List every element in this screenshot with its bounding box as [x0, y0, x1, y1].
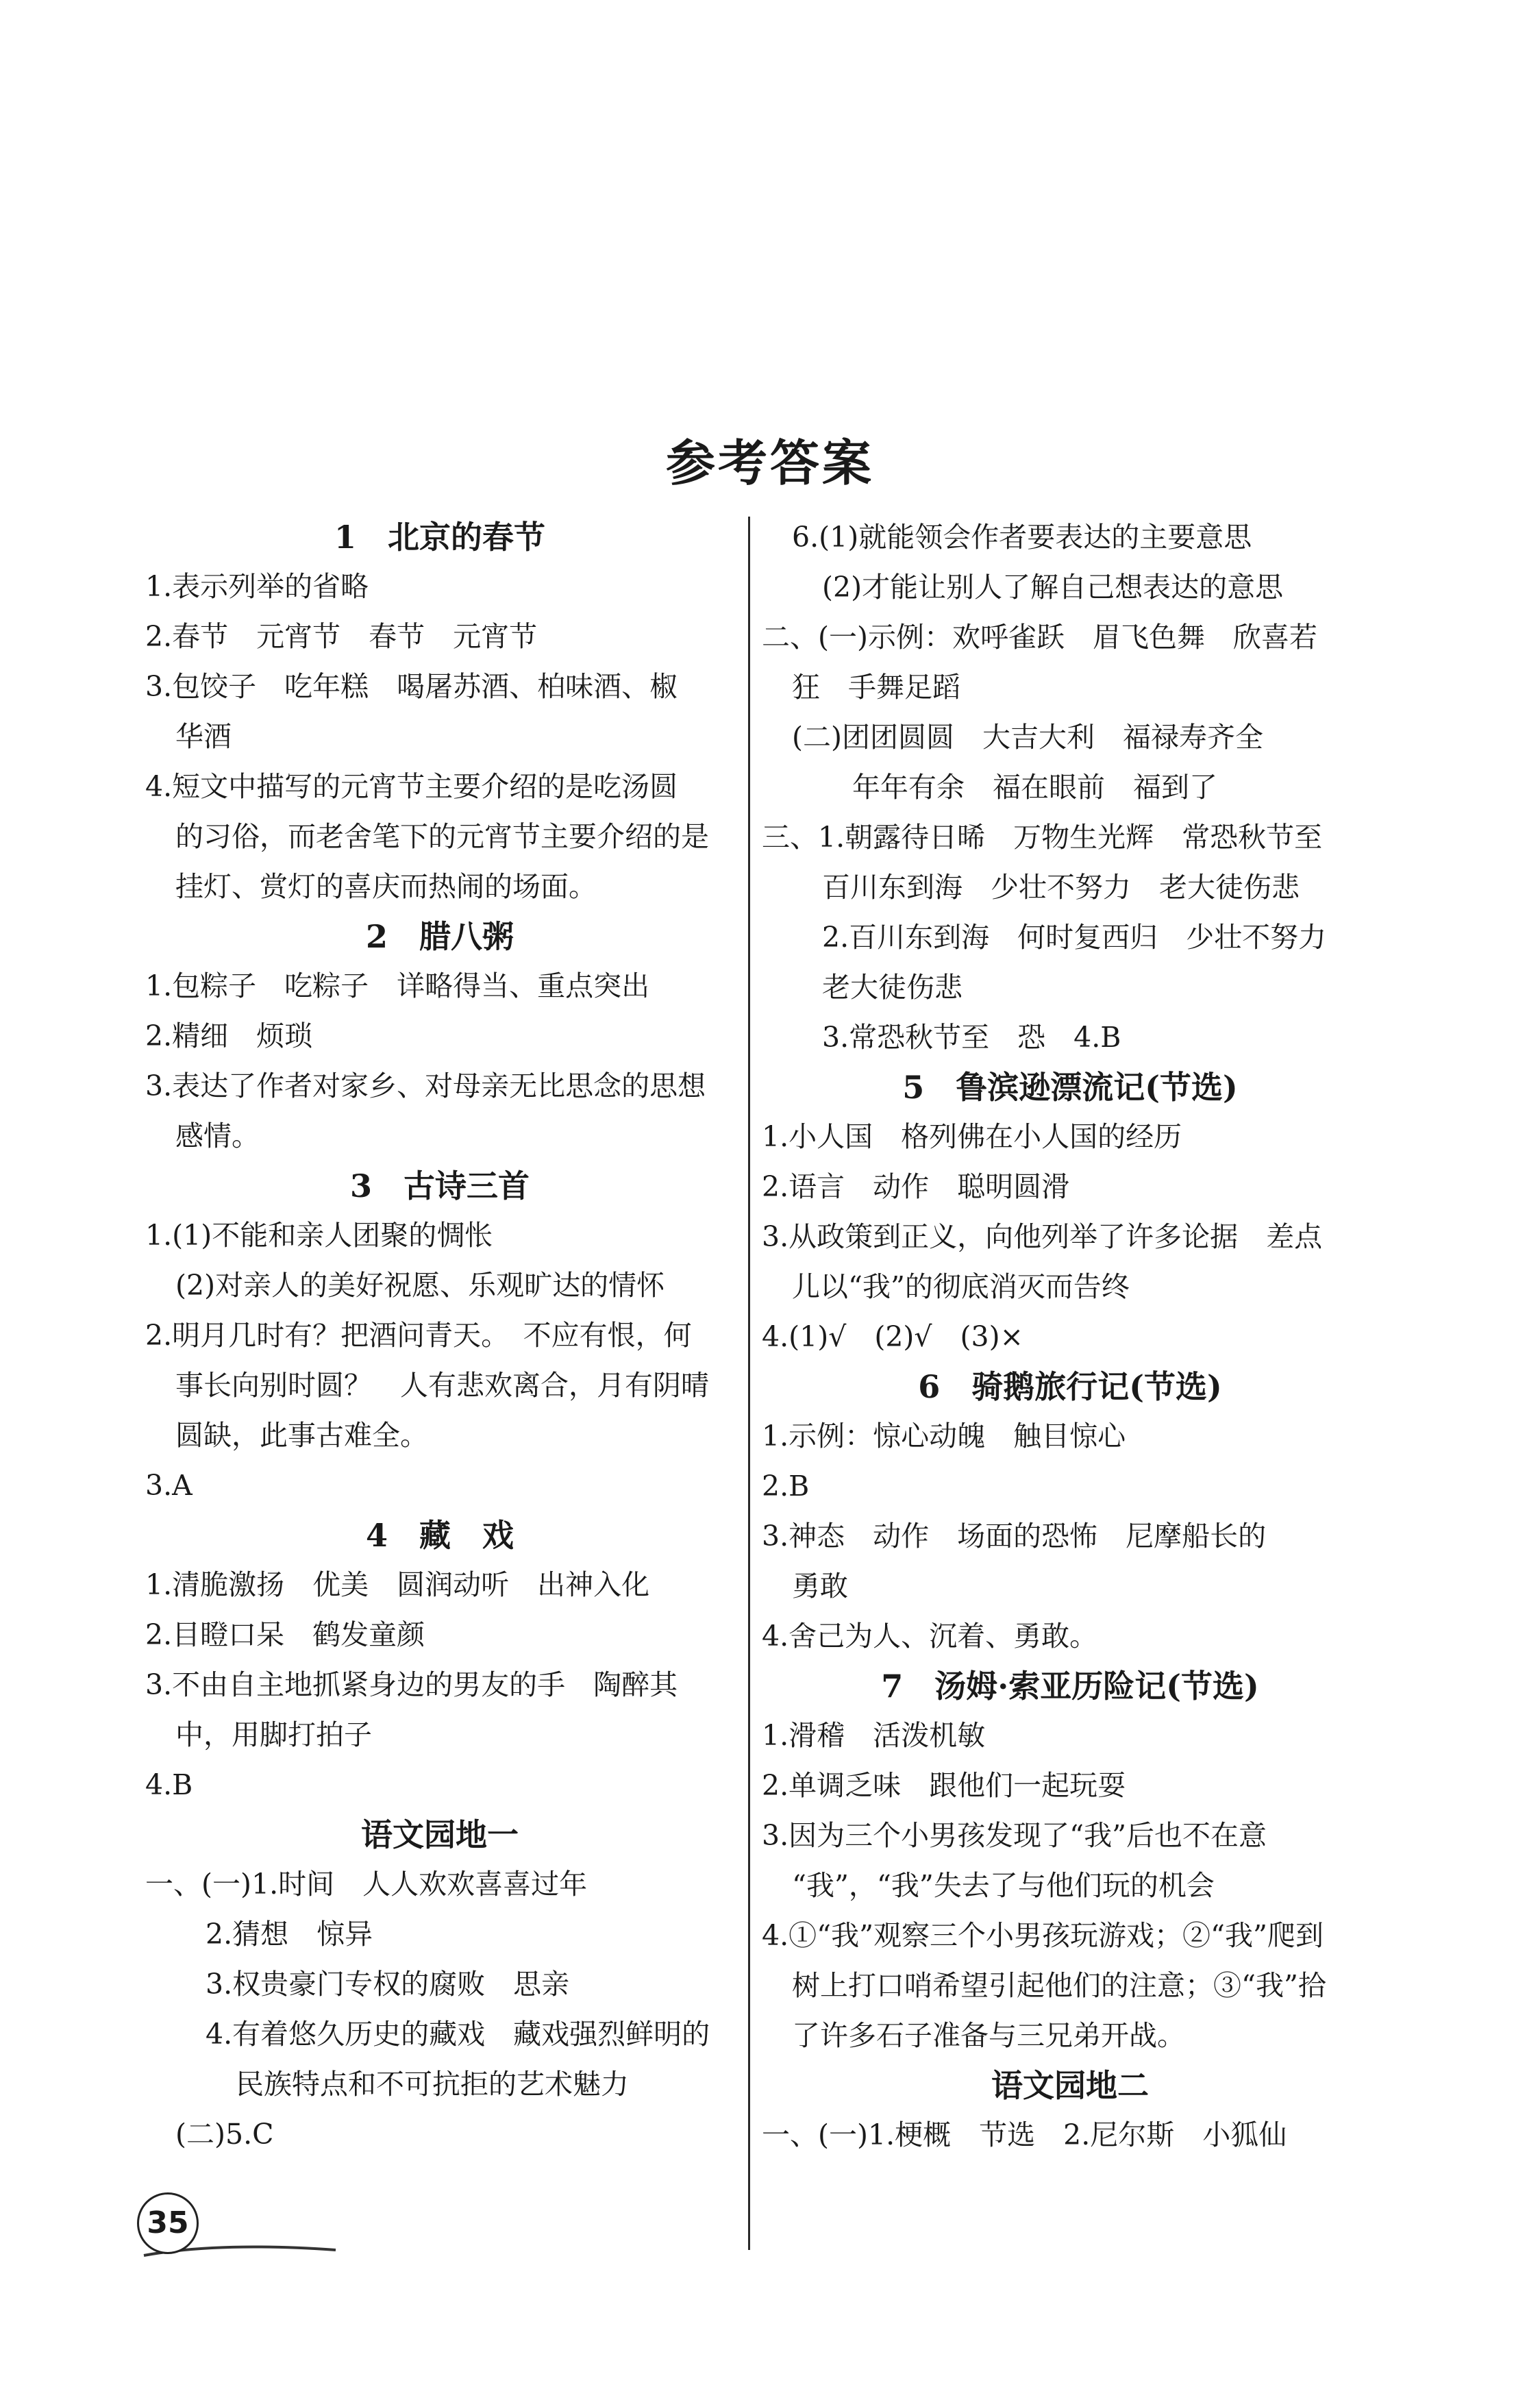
right-column	[762, 512, 1378, 2160]
page-title: 参考答案	[665, 434, 874, 492]
section-heading: 语文园地二	[991, 2067, 1149, 2104]
answer-line: 圆缺，此事古难全。	[175, 1419, 428, 1452]
answer-section	[145, 1810, 734, 2160]
answer-line: 2.百川东到海 何时复西归 少壮不努力	[822, 921, 1327, 954]
answer-line: 1.表示列举的省略	[145, 570, 369, 603]
answer-line: 4.有着悠久历史的藏戏 藏戏强烈鲜明的	[206, 2018, 710, 2051]
answer-line: (二)5.C	[175, 2118, 274, 2151]
answer-line: 中，用脚打拍子	[175, 1718, 372, 1751]
answer-line: 2.B	[762, 1470, 810, 1502]
answer-line: 挂灯、赏灯的喜庆而热闹的场面。	[175, 870, 597, 903]
section-heading: 7 汤姆·索亚历险记(节选)	[881, 1668, 1259, 1705]
answer-line: 3.权贵豪门专权的腐败 思亲	[206, 1968, 570, 2001]
answer-line: 三、1.朝露待日晞 万物生光辉 常恐秋节至	[762, 821, 1323, 854]
answer-section	[762, 1063, 1378, 1362]
answer-section	[762, 2061, 1378, 2160]
answer-line: 民族特点和不可抗拒的艺术魅力	[236, 2068, 629, 2101]
answer-line: 儿以“我”的彻底消灭而告终	[792, 1270, 1130, 1303]
answer-section	[145, 1511, 734, 1810]
left-column	[145, 512, 734, 2160]
section-heading: 1 北京的春节	[334, 519, 545, 556]
answer-line: 3.表达了作者对家乡、对母亲无比思念的思想	[145, 1069, 706, 1102]
answer-line: 4.B	[145, 1768, 193, 1801]
section-heading: 5 鲁滨逊漂流记(节选)	[902, 1069, 1238, 1106]
section-heading: 2 腊八粥	[365, 918, 514, 955]
answer-line: (2)对亲人的美好祝愿、乐观旷达的情怀	[175, 1269, 665, 1302]
answer-line: 感情。	[175, 1120, 260, 1152]
section-heading: 4 藏 戏	[365, 1517, 514, 1554]
answer-line: 3.神态 动作 场面的恐怖 尼摩船长的	[762, 1520, 1267, 1553]
answer-line: 4.(1)√ (2)√ (3)×	[762, 1320, 1023, 1353]
answer-line: 勇敢	[792, 1570, 848, 1603]
answer-line: 老大徒伤悲	[822, 971, 962, 1004]
section-heading: 语文园地一	[361, 1816, 519, 1853]
answer-line: 的习俗，而老舍笔下的元宵节主要介绍的是	[175, 820, 709, 853]
answer-line: 了许多石子准备与三兄弟开战。	[792, 2019, 1185, 2052]
answer-section	[762, 1661, 1378, 2061]
answer-line: 1.清脆激扬 优美 圆润动听 出神入化	[145, 1568, 650, 1601]
section-heading: 6 骑鹅旅行记(节选)	[918, 1368, 1222, 1405]
answer-line: 2.语言 动作 聪明圆滑	[762, 1170, 1070, 1203]
answer-line: 狂 手舞足蹈	[792, 671, 960, 704]
answer-line: 二、(一)示例：欢呼雀跃 眉飞色舞 欣喜若	[762, 621, 1317, 654]
answer-section	[145, 512, 734, 912]
answer-line: 1.示例：惊心动魄 触目惊心	[762, 1420, 1126, 1452]
answer-line: 年年有余 福在眼前 福到了	[852, 771, 1217, 804]
answer-line: 6.(1)就能领会作者要表达的主要意思	[792, 521, 1252, 554]
answer-line: (二)团团圆圆 大吉大利 福禄寿齐全	[792, 721, 1263, 754]
answer-line: 3.常恐秋节至 恐 4.B	[822, 1021, 1121, 1054]
answer-line: 百川东到海 少壮不努力 老大徒伤悲	[822, 871, 1300, 904]
answer-line: 一、(一)1.梗概 节选 2.尼尔斯 小狐仙	[762, 2118, 1287, 2151]
answer-line: 2.单调乏味 跟他们一起玩耍	[762, 1769, 1126, 1802]
answer-line: 3.因为三个小男孩发现了“我”后也不在意	[762, 1819, 1267, 1852]
answer-section	[762, 1362, 1378, 1661]
answer-line: 3.不由自主地抓紧身边的男友的手 陶醉其	[145, 1668, 678, 1701]
answer-line: 1.滑稽 活泼机敏	[762, 1719, 986, 1752]
answer-line: “我”，“我”失去了与他们玩的机会	[792, 1869, 1215, 1902]
answer-line: 1.包粽子 吃粽子 详略得当、重点突出	[145, 969, 650, 1002]
answer-line: 1.(1)不能和亲人团聚的惆怅	[145, 1219, 493, 1252]
answer-line: 2.春节 元宵节 春节 元宵节	[145, 620, 538, 653]
answer-line: 树上打口哨希望引起他们的注意；③“我”拾	[792, 1969, 1326, 2002]
answer-line: 2.明月几时有？把酒问青天。 不应有恨，何	[145, 1319, 692, 1352]
answer-line: 3.包饺子 吃年糕 喝屠苏酒、柏味酒、椒	[145, 670, 678, 703]
answer-line: 4.①“我”观察三个小男孩玩游戏；②“我”爬到	[762, 1919, 1324, 1952]
answer-line: 4.舍己为人、沉着、勇敢。	[762, 1620, 1098, 1653]
answer-section	[145, 1161, 734, 1511]
answer-section	[762, 512, 1378, 1063]
answer-line: 一、(一)1.时间 人人欢欢喜喜过年	[145, 1868, 588, 1901]
answer-section	[145, 912, 734, 1161]
page-number: 35	[137, 2192, 199, 2254]
answer-line: 2.精细 烦琐	[145, 1019, 313, 1052]
answer-line: 1.小人国 格列佛在小人国的经历	[762, 1120, 1182, 1153]
answer-line: 4.短文中描写的元宵节主要介绍的是吃汤圆	[145, 770, 678, 803]
answer-line: 事长向别时圆？ 人有悲欢离合，月有阴晴	[175, 1369, 709, 1402]
answer-line: 3.A	[145, 1469, 192, 1502]
answer-line: 华酒	[175, 720, 232, 753]
answer-line: 3.从政策到正义，向他列举了许多论据 差点	[762, 1220, 1323, 1253]
answer-line: 2.猜想 惊异	[206, 1918, 373, 1951]
answer-line: 2.目瞪口呆 鹤发童颜	[145, 1618, 425, 1651]
section-heading: 3 古诗三首	[349, 1167, 530, 1204]
column-divider	[748, 517, 750, 2250]
answer-line: (2)才能让别人了解自己想表达的意思	[822, 571, 1284, 604]
